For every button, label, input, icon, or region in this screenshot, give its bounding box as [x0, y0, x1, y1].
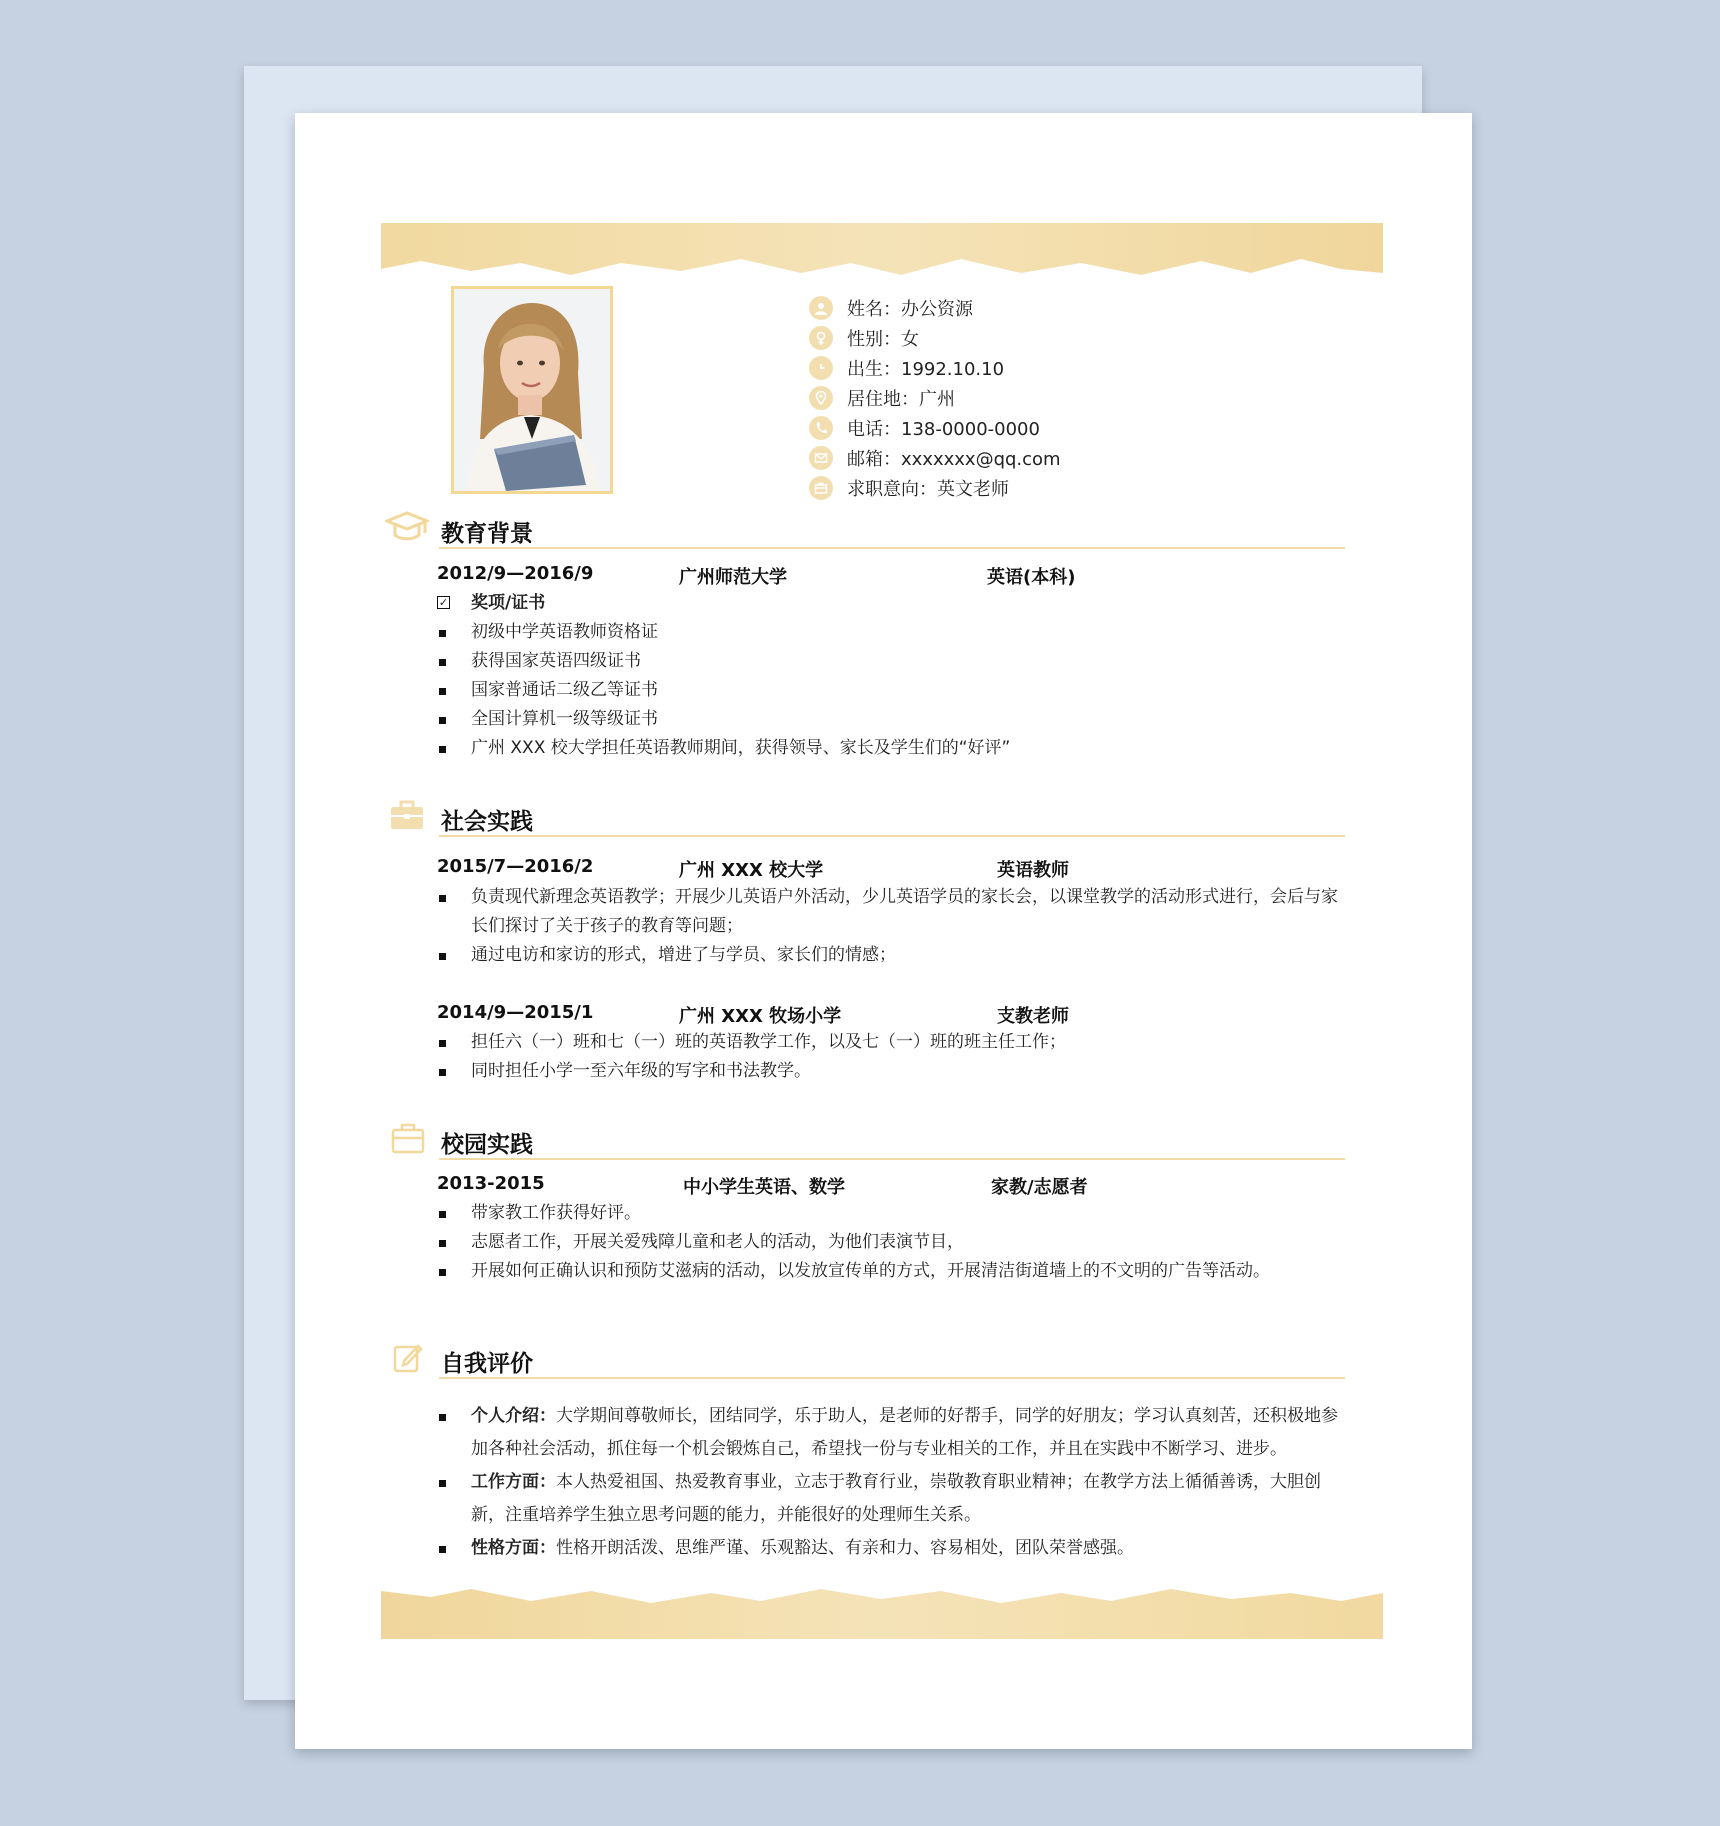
bullet-icon: [439, 1269, 446, 1276]
education-period: 2012/9—2016/9: [437, 563, 594, 584]
info-objective-text: 求职意向：英文老师: [847, 479, 1009, 500]
list-item-text: 通过电访和家访的形式，增进了与学员、家长们的情感；: [471, 945, 896, 965]
section-social-practice: [385, 797, 1345, 837]
section-self-evaluation: [385, 1339, 1345, 1379]
bullet-icon: [439, 630, 446, 637]
list-item-text: 开展如何正确认识和预防艾滋病的活动，以发放宣传单的方式，开展清洁街道墙上的不文明的广告等活动。: [471, 1261, 1270, 1281]
section-divider: [439, 547, 1345, 549]
list-item-text: 负责现代新理念英语教学；开展少儿英语户外活动，少儿英语学员的家长会，以课堂教学的活动形式进行，会后与家长们探讨了关于孩子的教育等问题；: [471, 887, 1338, 936]
list-item-text: 大学期间尊敬师长，团结同学，乐于助人，是老师的好帮手，同学的好朋友；学习认真刻苦，还积极地参加各种社会活动，抓住每一个机会锻炼自己，希望找一份与专业相关的工作，并且在实践中不断学习、进步。: [471, 1406, 1338, 1459]
section-divider: [439, 1158, 1345, 1160]
bullet-icon: [439, 895, 446, 902]
education-school: 广州师范大学: [679, 567, 787, 588]
section-title: 社会实践: [441, 809, 533, 835]
list-item: [437, 618, 1347, 647]
list-item-text: 本人热爱祖国、热爱教育事业，立志于教育行业，崇敬教育职业精神；在教学方法上循循善诱，大胆创新，注重培养学生独立思考问题的能力，并能很好的处理师生关系。: [471, 1472, 1321, 1525]
item-label: 工作方面：: [471, 1472, 556, 1492]
bullet-icon: [439, 1480, 446, 1487]
bullet-icon: [439, 953, 446, 960]
bullet-icon: [439, 688, 446, 695]
campus-role: 家教/志愿者: [991, 1177, 1088, 1198]
resume-page: [295, 113, 1472, 1749]
info-name-text: 姓名：办公资源: [847, 299, 973, 320]
info-phone: [809, 413, 1061, 443]
section-divider: [439, 1377, 1345, 1379]
location-pin-icon: [809, 386, 833, 410]
item-label: 个人介绍：: [471, 1406, 556, 1426]
list-item-text: 获得国家英语四级证书: [471, 651, 641, 671]
bullet-icon: [439, 1211, 446, 1218]
list-item: [437, 1532, 1347, 1565]
education-entry-head: [437, 563, 1337, 587]
list-item: [437, 705, 1347, 734]
info-name: [809, 293, 1061, 323]
list-item: [437, 1028, 1347, 1057]
bullet-icon: [439, 1414, 446, 1421]
info-email: [809, 443, 1061, 473]
info-gender: [809, 323, 1061, 353]
list-item-text: 带家教工作获得好评。: [471, 1203, 641, 1223]
bullet-icon: [439, 659, 446, 666]
briefcase-icon: [385, 797, 429, 833]
campus-list: [437, 1199, 1347, 1286]
info-residence: [809, 383, 1061, 413]
social-entry-1-org: 广州 XXX 校大学: [679, 860, 824, 881]
social-entry-1-period: 2015/7—2016/2: [437, 856, 594, 877]
social-entry-2-role: 支教老师: [997, 1006, 1069, 1027]
list-item: [437, 1199, 1347, 1228]
top-wave-banner: [381, 223, 1383, 278]
edit-pencil-icon: [385, 1339, 429, 1375]
resume-content: [381, 223, 1383, 1639]
item-label: 性格方面：: [471, 1538, 556, 1558]
info-residence-text: 居住地：广州: [847, 389, 955, 410]
social-entry-2-head: [437, 1002, 1337, 1026]
graduation-cap-icon: [385, 509, 429, 545]
list-item: [437, 941, 1347, 970]
info-gender-text: 性别：女: [847, 329, 919, 350]
info-birth-text: 出生：1992.10.10: [847, 359, 1005, 380]
list-item-text: 性格开朗活泼、思维严谨、乐观豁达、有亲和力、容易相处，团队荣誉感强。: [556, 1538, 1134, 1558]
profile-photo: [451, 286, 613, 494]
self-evaluation-list: [437, 1400, 1347, 1565]
list-item: [437, 734, 1347, 763]
section-campus-practice: [385, 1120, 1345, 1160]
info-email-text: 邮箱：xxxxxxx@qq.com: [847, 449, 1061, 470]
mail-icon: [809, 446, 833, 470]
bullet-icon: [439, 1546, 446, 1553]
section-education: [385, 509, 1345, 549]
section-divider: [439, 835, 1345, 837]
education-major: 英语(本科): [987, 567, 1076, 588]
campus-subject: 中小学生英语、数学: [683, 1177, 845, 1198]
list-item-text: 志愿者工作，开展关爱残障儿童和老人的活动，为他们表演节目，: [471, 1232, 964, 1252]
list-item: [437, 676, 1347, 705]
social-entry-1-role: 英语教师: [997, 860, 1069, 881]
checkbox-icon: ✓: [438, 596, 449, 609]
social-entry-1-list: [437, 883, 1347, 970]
gender-icon: [809, 326, 833, 350]
list-item: [437, 1057, 1347, 1086]
education-awards-list: [437, 589, 1347, 763]
user-icon: [809, 296, 833, 320]
section-title: 教育背景: [441, 521, 533, 547]
briefcase-icon: [809, 476, 833, 500]
list-item-text: 广州 XXX 校大学担任英语教师期间，获得领导、家长及学生们的“好评”: [471, 738, 1011, 758]
list-item-text: 同时担任小学一至六年级的写字和书法教学。: [471, 1061, 811, 1081]
section-title: 自我评价: [441, 1351, 533, 1377]
personal-info-list: [809, 293, 1061, 503]
list-item-text: 初级中学英语教师资格证: [471, 622, 658, 642]
bullet-icon: [439, 746, 446, 753]
list-item: [437, 1466, 1347, 1532]
bottom-wave-banner: [381, 1587, 1383, 1639]
list-item-text: 全国计算机一级等级证书: [471, 709, 658, 729]
social-entry-1-head: [437, 856, 1337, 880]
phone-icon: [809, 416, 833, 440]
list-item-text: 担任六（一）班和七（一）班的英语教学工作，以及七（一）班的班主任工作；: [471, 1032, 1066, 1052]
portrait-image: [454, 289, 610, 491]
list-item: [437, 883, 1347, 941]
bullet-icon: [439, 717, 446, 724]
bullet-icon: [439, 1069, 446, 1076]
list-item: [437, 647, 1347, 676]
social-entry-2-org: 广州 XXX 牧场小学: [679, 1006, 842, 1027]
bullet-icon: [439, 1040, 446, 1047]
list-item: [437, 1400, 1347, 1466]
info-birth: [809, 353, 1061, 383]
list-item: [437, 1228, 1347, 1257]
list-item-text: 国家普通话二级乙等证书: [471, 680, 658, 700]
social-entry-2-period: 2014/9—2015/1: [437, 1002, 594, 1023]
awards-heading: [437, 589, 1347, 618]
list-item: [437, 1257, 1347, 1286]
section-title: 校园实践: [441, 1132, 533, 1158]
info-objective: [809, 473, 1061, 503]
campus-period: 2013-2015: [437, 1173, 545, 1194]
suitcase-outline-icon: [385, 1120, 429, 1156]
awards-heading-text: 奖项/证书: [471, 593, 546, 613]
campus-entry-head: [437, 1173, 1337, 1197]
info-phone-text: 电话：138-0000-0000: [847, 419, 1040, 440]
bullet-icon: [439, 1240, 446, 1247]
social-entry-2-list: [437, 1028, 1347, 1086]
clock-icon: [809, 356, 833, 380]
